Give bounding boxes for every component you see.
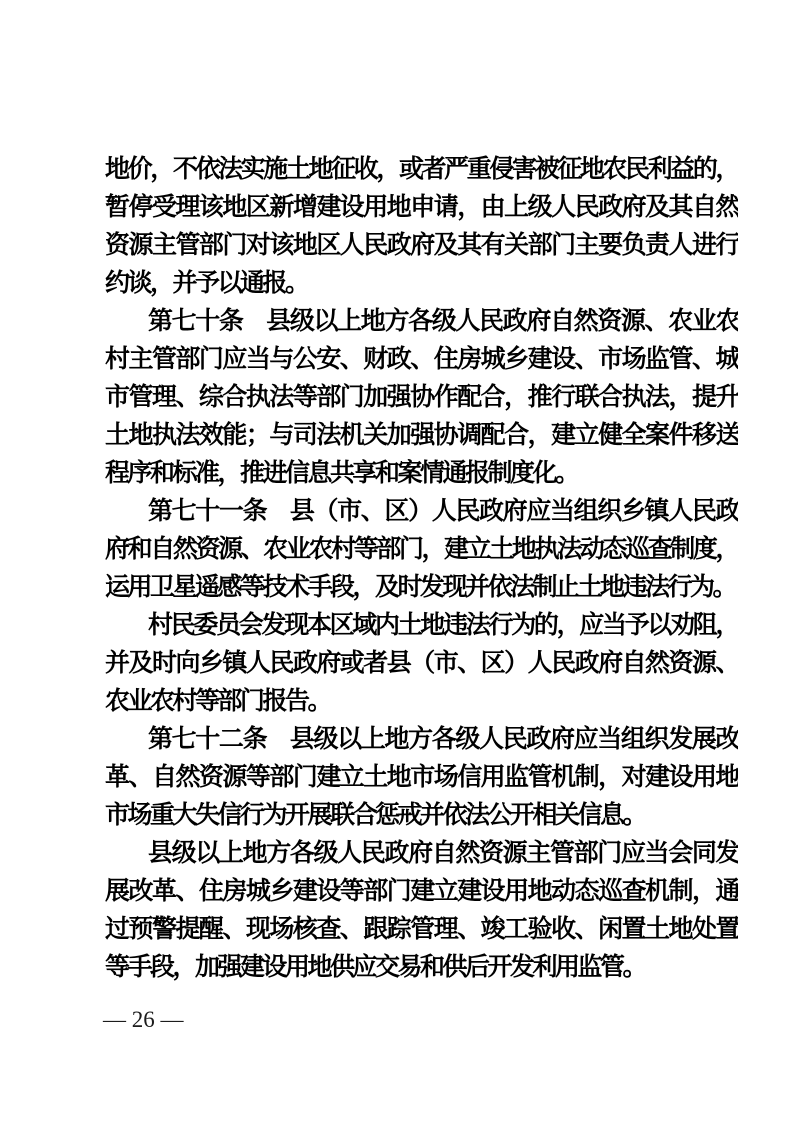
paragraph-article-72 (105, 720, 738, 834)
text-line: 府和自然资源、农业农村等部门，建立土地执法动态巡查制度， (105, 535, 738, 563)
text-line: 农业农村等部门报告。 (105, 687, 331, 715)
paragraph-village-committee (105, 606, 738, 720)
paragraph-article-70 (105, 302, 738, 492)
text-line: 村主管部门应当与公安、财政、住房城乡建设、市场监管、城 (105, 345, 738, 373)
text-line: 县级以上地方各级人民政府自然资源主管部门应当会同发 (148, 839, 738, 867)
text-line: 地价，不依法实施土地征收，或者严重侵害被征地农民利益的， (105, 155, 738, 183)
text-line: 第七十二条 县级以上地方各级人民政府应当组织发展改 (148, 725, 738, 753)
paragraph-continuation (105, 150, 738, 302)
document-body (105, 150, 738, 986)
text-line: 革、自然资源等部门建立土地市场信用监管机制，对建设用地 (105, 763, 738, 791)
text-line: 第七十条 县级以上地方各级人民政府自然资源、农业农 (148, 307, 738, 335)
text-line: 展改革、住房城乡建设等部门建立建设用地动态巡查机制，通 (105, 877, 738, 905)
text-line: 暂停受理该地区新增建设用地申请，由上级人民政府及其自然 (105, 193, 738, 221)
text-line: 过预警提醒、现场核查、跟踪管理、竣工验收、闲置土地处置 (105, 915, 738, 943)
text-line: 等手段，加强建设用地供应交易和供后开发利用监管。 (105, 953, 646, 981)
text-line: 第七十一条 县（市、区）人民政府应当组织乡镇人民政 (148, 497, 738, 525)
text-line: 资源主管部门对该地区人民政府及其有关部门主要负责人进行 (105, 231, 738, 259)
text-line: 市场重大失信行为开展联合惩戒并依法公开相关信息。 (105, 801, 646, 829)
text-line: 约谈，并予以通报。 (105, 269, 308, 297)
text-line: 程序和标准，推进信息共享和案情通报制度化。 (105, 459, 578, 487)
text-line: 土地执法效能；与司法机关加强协调配合，建立健全案件移送 (105, 421, 738, 449)
paragraph-dynamic-inspection (105, 834, 738, 986)
text-line: 运用卫星遥感等技术手段，及时发现并依法制止土地违法行为。 (105, 573, 736, 601)
text-line: 村民委员会发现本区域内土地违法行为的，应当予以劝阻， (148, 611, 738, 639)
paragraph-article-71 (105, 492, 738, 606)
text-line: 市管理、综合执法等部门加强协作配合，推行联合执法，提升 (105, 383, 738, 411)
text-line: 并及时向乡镇人民政府或者县（市、区）人民政府自然资源、 (105, 649, 738, 677)
page-number: — 26 — (103, 1007, 184, 1032)
